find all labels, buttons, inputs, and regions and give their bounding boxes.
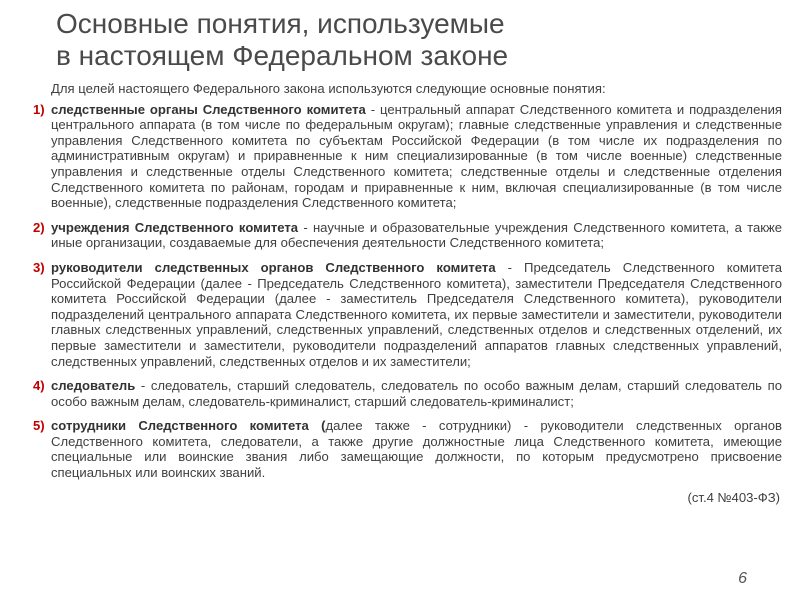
slide-title-line-1: Основные понятия, используемые: [56, 8, 505, 39]
definition-item-3: [33, 260, 782, 369]
item-number: 5): [33, 418, 45, 434]
item-number: 2): [33, 219, 45, 235]
item-text: - следователь, старший следователь, следователь по особо важным делам, старший следователь по особо важным делам, следователь-криминалист, старший следователь-криминалист;: [51, 378, 782, 409]
item-term: следственные органы Следственного комитета: [51, 101, 366, 117]
item-text: - Председатель Следственного комитета Российской Федерации (далее - Председатель Следственного комитета), заместители Председателя Следственного комитета Российской Федерации (далее - заместитель Председателя Следственного комитета), руководители подразделений центрального аппарата Следственного комитета, их первые заместители и заместители, руководители главных следственных управлений, следственных управлений, следственных отделов и следственных отделений, их первые заместители и заместители, руководители подразделений аппаратов главных следственных управлений, следственных управлений, следственных отделов и их заместители;: [51, 259, 782, 369]
item-term: сотрудники Следственного комитета (: [51, 418, 326, 434]
law-citation: (ст.4 №403-ФЗ): [687, 489, 780, 505]
definition-item-2: [33, 220, 782, 251]
intro-text: Для целей настоящего Федерального закона используются следующие основные понятия:: [51, 81, 606, 96]
slide-title: [56, 8, 756, 72]
item-text: далее также - сотрудники) - руководители следственных органов Следственного комитета, следователи, а также другие должностные лица Следственного комитета, имеющие специальные или воинские звания либо замещающие должности, по которым предусмотрено присвоение специальных или воинских званий.: [51, 418, 782, 481]
item-text: - научные и образовательные учреждения Следственного комитета, а также иные организации, создаваемые для обеспечения деятельности Следственного комитета;: [51, 219, 782, 251]
item-number: 4): [33, 378, 45, 394]
item-number: 1): [33, 101, 45, 117]
item-term: следователь: [51, 378, 136, 394]
slide-title-line-2: в настоящем Федеральном законе: [56, 40, 509, 71]
item-term: руководители следственных органов Следственного комитета: [51, 259, 496, 275]
definition-item-1: [33, 102, 782, 211]
definition-item-5: [33, 418, 782, 480]
definitions-body: [33, 81, 782, 505]
definition-item-4: [33, 378, 782, 409]
page-number: 6: [738, 570, 747, 587]
item-text: - центральный аппарат Следственного комитета и подразделения центрального аппарата (в том числе по федеральным округам); главные следственные управления и следственные управления Следственного комитета по субъектам Российской Федерации (в том числе их подразделения по административным округам) и приравненные к ним специализированные (в том числе военные) следственные управления и следственные отделы Следственного комитета; следственные отделы и следственные отделения Следственного комитета по районам, городам и приравненные к ним, включая специализированные (в том числе военные), следственные подразделения Следственного комитета;: [51, 101, 782, 211]
item-number: 3): [33, 259, 45, 275]
item-term: учреждения Следственного комитета: [51, 219, 299, 235]
